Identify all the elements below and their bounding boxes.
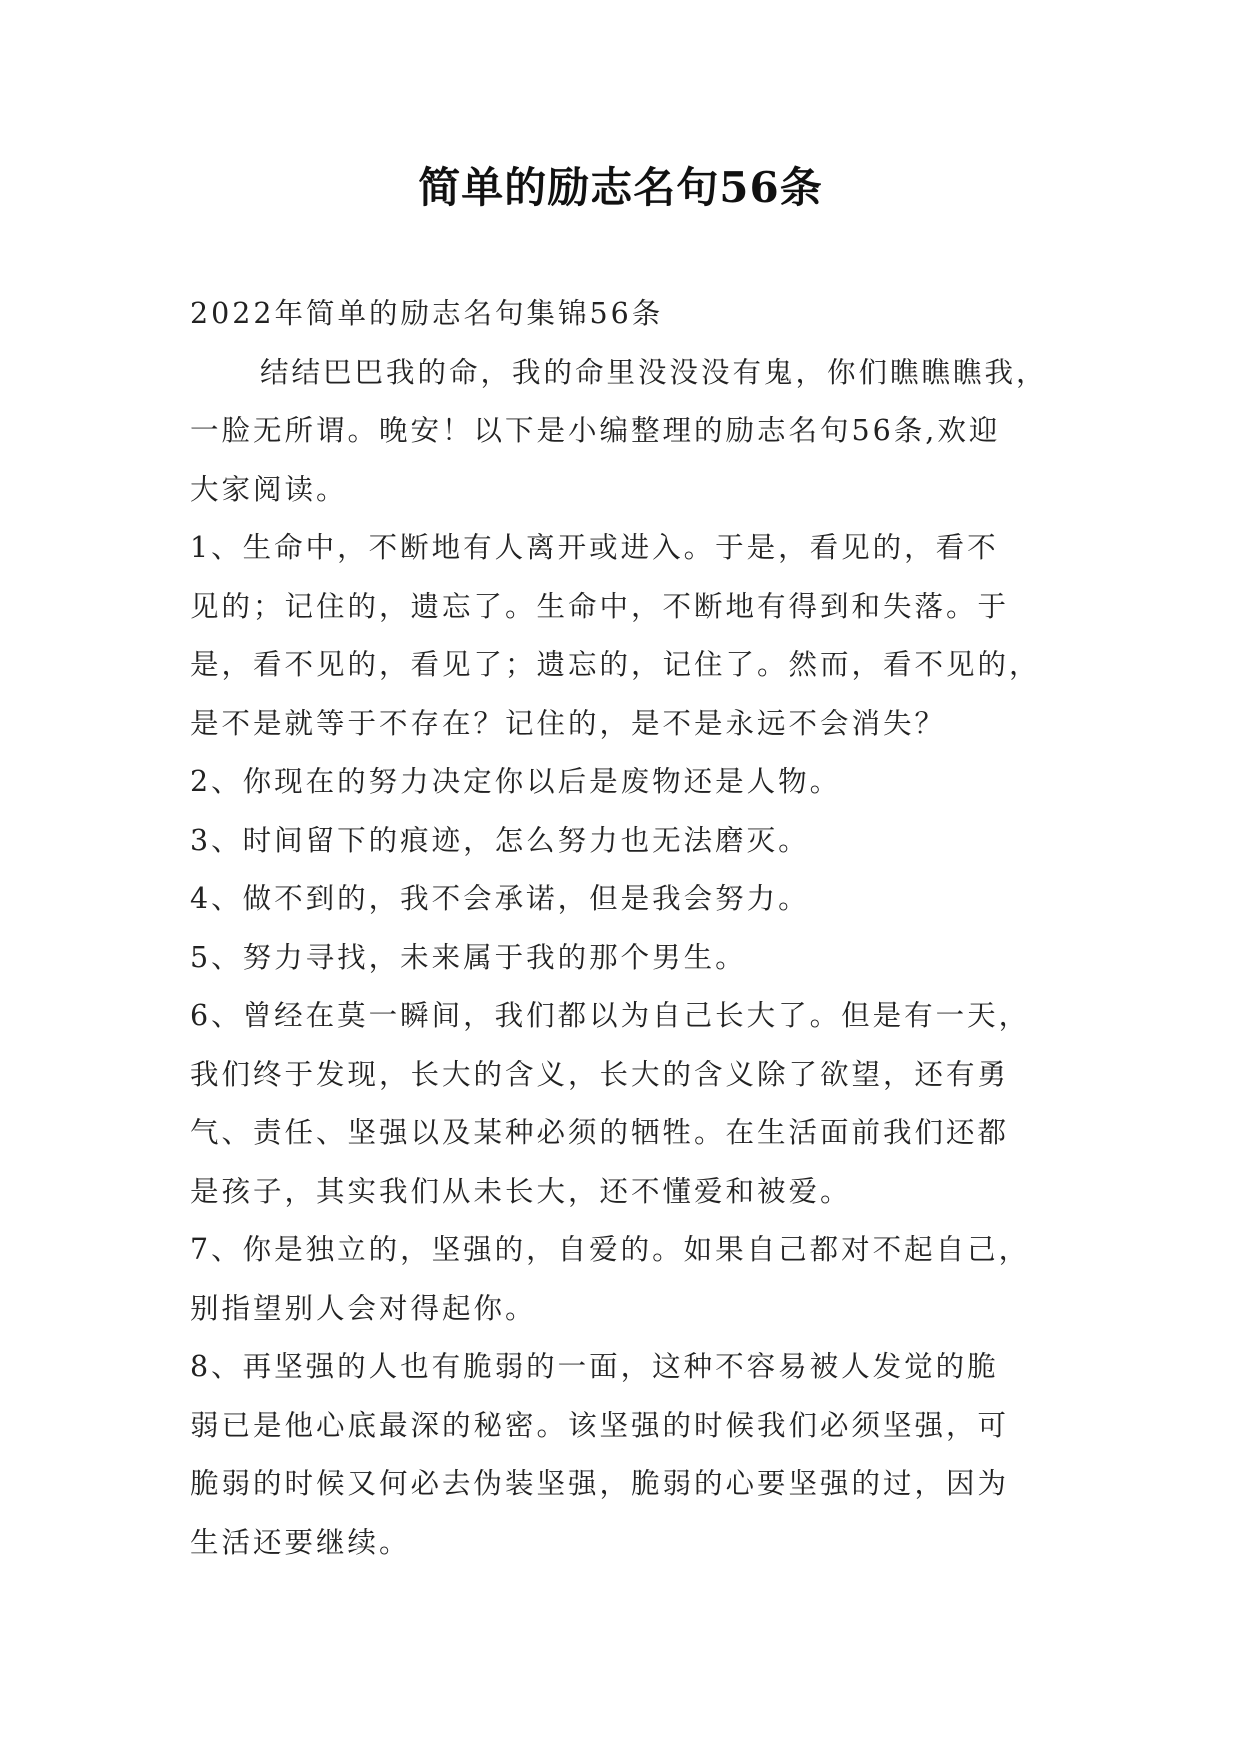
intro-line: 结结巴巴我的命，我的命里没没没有鬼，你们瞧瞧瞧我， (260, 355, 1048, 389)
quote-line: 弱已是他心底最深的秘密。该坚强的时候我们必须坚强，可 (190, 1408, 1010, 1442)
intro-line: 大家阅读。 (190, 472, 348, 506)
document-title: 简单的励志名句56条 (418, 163, 823, 212)
quote-line: 别指望别人会对得起你。 (190, 1291, 537, 1325)
quote-line: 6、曾经在莫一瞬间，我们都以为自己长大了。但是有一天， (190, 999, 1031, 1032)
quote-item-8 (190, 1338, 1070, 1572)
intro-line: 一脸无所谓。晚安！以下是小编整理的励志名句56条,欢迎 (190, 414, 1001, 447)
quote-line: 是孩子，其实我们从未长大，还不懂爱和被爱。 (190, 1174, 852, 1208)
quote-line: 是不是就等于不存在？记住的，是不是永远不会消失？ (190, 706, 947, 740)
quote-item-3 (190, 812, 1070, 871)
quote-item-2 (190, 753, 1070, 812)
quote-line: 我们终于发现，长大的含义，长大的含义除了欲望，还有勇 (190, 1057, 1010, 1091)
subtitle-line: 2022年简单的励志名句集锦56条 (190, 297, 664, 330)
quote-item-7 (190, 1221, 1070, 1338)
quote-line: 脆弱的时候又何必去伪装坚强，脆弱的心要坚强的过，因为 (190, 1467, 1010, 1500)
quote-item-6 (190, 987, 1070, 1221)
document-body (190, 285, 1070, 1572)
quote-line: 气、责任、坚强以及某种必须的牺牲。在生活面前我们还都 (190, 1116, 1010, 1149)
quote-item-4 (190, 870, 1070, 929)
quote-line: 见的；记住的，遗忘了。生命中，不断地有得到和失落。于 (190, 589, 1010, 623)
quote-line: 8、再坚强的人也有脆弱的一面，这种不容易被人发觉的脆 (190, 1350, 999, 1383)
intro-paragraph (190, 344, 1070, 520)
subtitle (190, 285, 1070, 344)
quote-item-1 (190, 519, 1070, 753)
quote-line: 生活还要继续。 (190, 1525, 411, 1559)
quote-line: 2、你现在的努力决定你以后是废物还是人物。 (190, 765, 842, 798)
quote-line: 7、你是独立的，坚强的，自爱的。如果自己都对不起自己， (190, 1233, 1031, 1266)
quote-line: 是，看不见的，看见了；遗忘的，记住了。然而，看不见的， (190, 648, 1041, 681)
quote-line: 3、时间留下的痕迹，怎么努力也无法磨灭。 (190, 823, 810, 857)
quote-line: 5、努力寻找，未来属于我的那个男生。 (190, 940, 747, 974)
quote-line: 4、做不到的，我不会承诺，但是我会努力。 (190, 882, 810, 915)
quote-line: 1、生命中，不断地有人离开或进入。于是，看见的，看不 (190, 531, 999, 564)
quote-item-5 (190, 929, 1070, 988)
